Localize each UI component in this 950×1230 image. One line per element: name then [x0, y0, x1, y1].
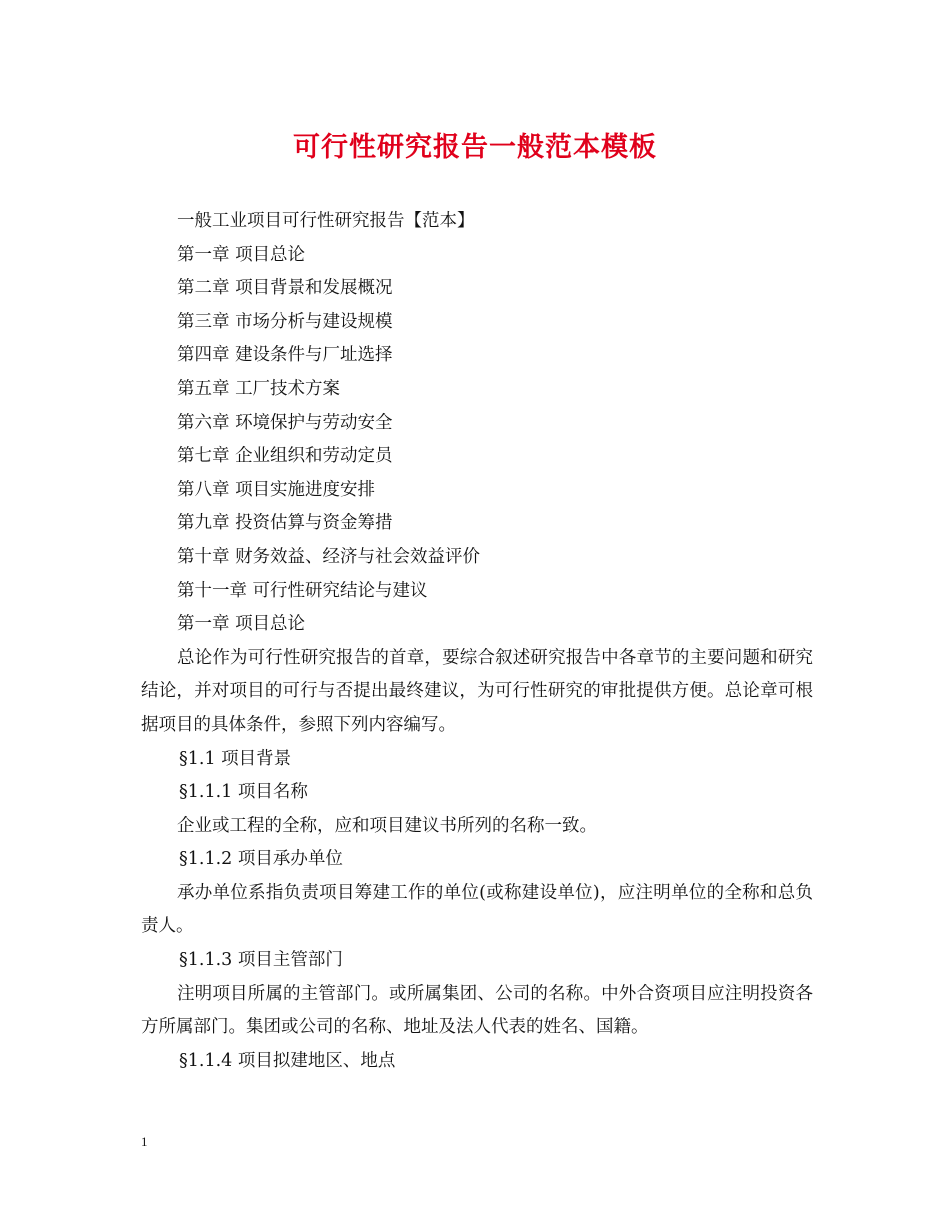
document-title: 可行性研究报告一般范本模板 [293, 132, 657, 163]
toc-item: 第三章 市场分析与建设规模 [177, 311, 393, 332]
toc-item: 第十一章 可行性研究结论与建议 [177, 580, 428, 601]
section-heading: §1.1.2 项目承办单位 [179, 849, 343, 870]
toc-item: 第七章 企业组织和劳动定员 [177, 446, 393, 467]
toc-item: 第五章 工厂技术方案 [177, 378, 341, 399]
paragraph: 承办单位系指负责项目筹建工作的单位(或称建设单位)，应注明单位的全称和总负责人。 [141, 882, 813, 937]
document-body [141, 205, 813, 1078]
section-heading: §1.1.4 项目拟建地区、地点 [179, 1050, 396, 1071]
paragraph: 企业或工程的全称，应和项目建议书所列的名称一致。 [177, 815, 597, 836]
section-heading: §1.1.3 项目主管部门 [179, 950, 343, 971]
toc-item: 第一章 项目总论 [177, 244, 306, 265]
section-heading: §1.1.1 项目名称 [179, 782, 308, 803]
paragraph: 注明项目所属的主管部门。或所属集团、公司的名称。中外合资项目应注明投资各方所属部门。集团或公司的名称、地址及法人代表的姓名、国籍。 [141, 983, 813, 1038]
toc-item: 第二章 项目背景和发展概况 [177, 278, 393, 299]
toc-item: 第十章 财务效益、经济与社会效益评价 [177, 546, 481, 567]
toc-item: 第八章 项目实施进度安排 [177, 479, 376, 500]
chapter-heading: 第一章 项目总论 [177, 614, 306, 635]
toc-item: 第四章 建设条件与厂址选择 [177, 345, 393, 366]
section-heading: §1.1 项目背景 [179, 748, 292, 769]
toc-item: 第九章 投资估算与资金筹措 [177, 513, 393, 534]
page-number: 1 [141, 1134, 148, 1149]
paragraph: 总论作为可行性研究报告的首章，要综合叙述研究报告中各章节的主要问题和研究结论，并对项目的可行与否提出最终建议，为可行性研究的审批提供方便。总论章可根据项目的具体条件，参照下列内容编写。 [141, 647, 813, 735]
paragraph-heading: 一般工业项目可行性研究报告【范本】 [177, 211, 475, 231]
toc-item: 第六章 环境保护与劳动安全 [177, 412, 393, 433]
